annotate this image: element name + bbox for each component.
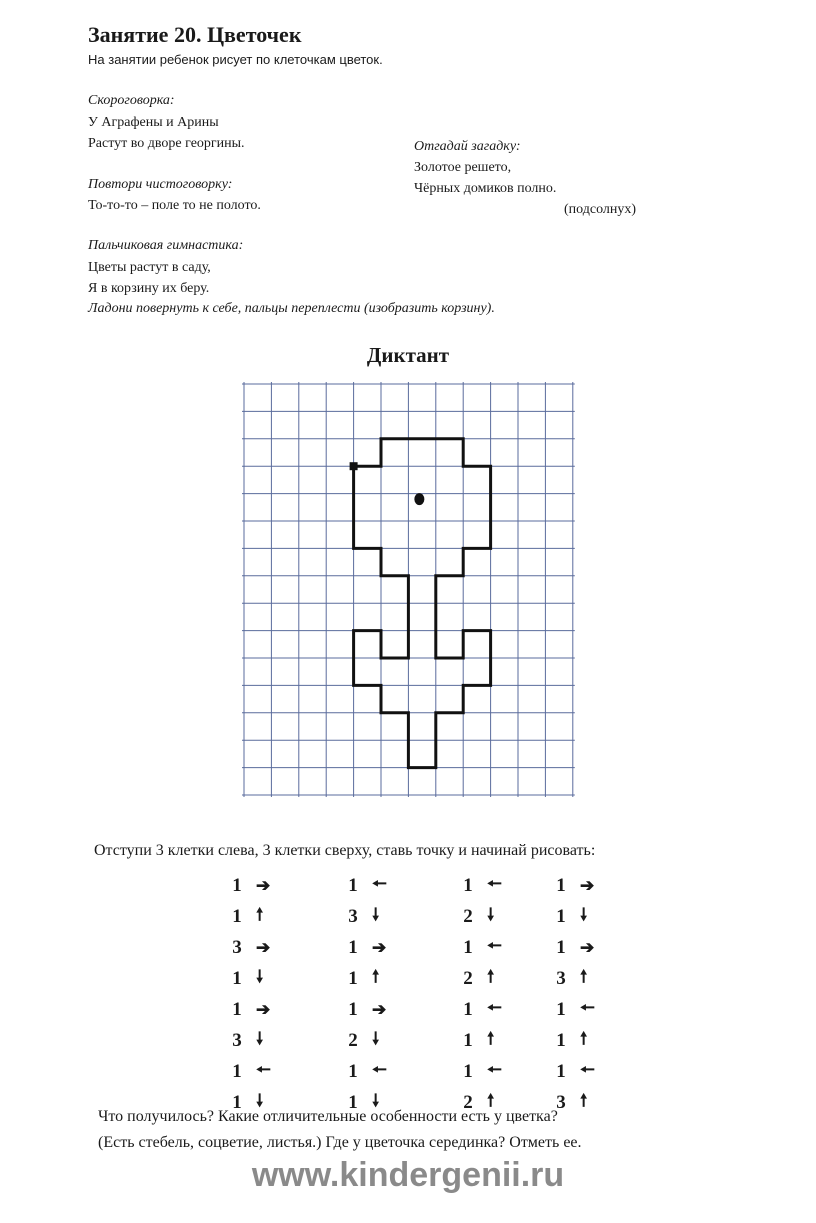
command-step [552, 994, 612, 1025]
step-count: 3 [556, 967, 566, 989]
step-count: 1 [556, 998, 566, 1020]
command-step [344, 870, 404, 901]
page-subtitle: На занятии ребенок рисует по клеточкам цветок. [88, 52, 383, 67]
tongue-twister-line-2: Растут во дворе георгины. [88, 136, 245, 151]
direction-arrow-icon: 🠕 [580, 967, 588, 986]
command-column-3 [459, 870, 519, 1118]
footer-site-url: www.kindergenii.ru [251, 1156, 565, 1194]
command-step [344, 932, 404, 963]
step-count: 2 [463, 905, 473, 927]
direction-arrow-icon: ➔ [372, 937, 387, 957]
command-step [459, 932, 519, 963]
direction-arrow-icon: ➔ [256, 937, 271, 957]
start-point [350, 462, 358, 470]
command-step [228, 963, 288, 994]
chant-label: Повтори чистоговорку: [88, 177, 233, 192]
step-count: 3 [232, 936, 242, 958]
command-step [344, 963, 404, 994]
direction-arrow-icon: 🠗 [580, 905, 588, 924]
tongue-twister-label: Скороговорка: [88, 93, 175, 108]
tongue-twister-line-1: У Аграфены и Арины [88, 115, 219, 130]
direction-arrow-icon: 🠔 [487, 936, 502, 955]
direction-arrow-icon: 🠔 [580, 998, 595, 1017]
step-count: 1 [556, 1060, 566, 1082]
direction-arrow-icon: 🠕 [580, 1091, 588, 1110]
step-count: 1 [232, 1060, 242, 1082]
direction-arrow-icon: 🠔 [256, 1060, 271, 1079]
direction-arrow-icon: 🠔 [487, 874, 502, 893]
step-count: 1 [348, 967, 358, 989]
finger-game-label: Пальчиковая гимнастика: [88, 238, 244, 253]
step-count: 1 [232, 1091, 242, 1113]
step-count: 1 [348, 936, 358, 958]
command-step [228, 1025, 288, 1056]
command-step [459, 1025, 519, 1056]
step-count: 3 [556, 1091, 566, 1113]
riddle-line-1: Золотое решето, [414, 160, 512, 175]
command-column-1 [228, 870, 288, 1118]
command-step [228, 994, 288, 1025]
command-step [459, 994, 519, 1025]
command-step [344, 901, 404, 932]
step-count: 1 [556, 905, 566, 927]
command-step [552, 1025, 612, 1056]
direction-arrow-icon: 🠕 [487, 967, 495, 986]
direction-arrow-icon: ➔ [256, 875, 271, 895]
step-count: 1 [348, 874, 358, 896]
command-step [228, 1056, 288, 1087]
riddle-label: Отгадай загадку: [414, 139, 521, 154]
direction-arrow-icon: 🠔 [372, 1060, 387, 1079]
step-count: 2 [463, 1091, 473, 1113]
direction-arrow-icon: 🠗 [256, 967, 264, 986]
command-step [459, 963, 519, 994]
direction-arrow-icon: 🠕 [256, 905, 264, 924]
direction-arrow-icon: 🠔 [580, 1060, 595, 1079]
dictation-title: Диктант [366, 343, 450, 367]
step-count: 1 [232, 998, 242, 1020]
direction-arrow-icon: 🠔 [487, 998, 502, 1017]
step-count: 1 [348, 1091, 358, 1113]
command-step [344, 994, 404, 1025]
step-count: 1 [348, 1060, 358, 1082]
finger-game-line-1: Цветы растут в саду, [88, 260, 211, 275]
direction-arrow-icon: 🠗 [372, 905, 380, 924]
step-count: 1 [463, 1060, 473, 1082]
command-step [459, 901, 519, 932]
command-step [552, 901, 612, 932]
command-step [344, 1056, 404, 1087]
finger-game-line-2: Я в корзину их беру. [88, 281, 210, 296]
step-count: 1 [463, 1029, 473, 1051]
direction-arrow-icon: 🠕 [487, 1091, 495, 1110]
step-count: 1 [556, 1029, 566, 1051]
command-step [459, 870, 519, 901]
direction-arrow-icon: 🠗 [487, 905, 495, 924]
step-count: 1 [556, 936, 566, 958]
command-step [552, 870, 612, 901]
step-count: 1 [232, 967, 242, 989]
step-count: 1 [463, 998, 473, 1020]
step-count: 1 [463, 936, 473, 958]
direction-arrow-icon: 🠕 [580, 1029, 588, 1048]
direction-arrow-icon: ➔ [256, 999, 271, 1019]
command-step [459, 1056, 519, 1087]
drawing-grid [242, 382, 594, 812]
riddle-answer: (подсолнух) [564, 202, 637, 217]
flower-center-dot [414, 493, 424, 505]
direction-arrow-icon: ➔ [580, 875, 595, 895]
step-count: 1 [348, 998, 358, 1020]
command-step [228, 932, 288, 963]
command-column-2 [344, 870, 404, 1118]
step-count: 1 [556, 874, 566, 896]
direction-arrow-icon: 🠔 [487, 1060, 502, 1079]
command-step [552, 1056, 612, 1087]
step-count: 1 [232, 874, 242, 896]
riddle-line-2: Чёрных домиков полно. [414, 181, 557, 196]
direction-arrow-icon: ➔ [580, 937, 595, 957]
chant-line: То-то-то – поле то не полото. [88, 198, 261, 213]
direction-arrow-icon: 🠗 [256, 1091, 264, 1110]
step-count: 2 [348, 1029, 358, 1051]
step-count: 1 [463, 874, 473, 896]
command-column-4 [552, 870, 612, 1118]
direction-arrow-icon: 🠗 [372, 1091, 380, 1110]
command-step [228, 870, 288, 901]
direction-arrow-icon: 🠔 [372, 874, 387, 893]
command-step [344, 1025, 404, 1056]
step-count: 2 [463, 967, 473, 989]
direction-arrow-icon: 🠗 [256, 1029, 264, 1048]
question-line-2: (Есть стебель, соцветие, листья.) Где у цветочка серединка? Отметь ее. [98, 1134, 582, 1151]
direction-arrow-icon: ➔ [372, 999, 387, 1019]
step-count: 3 [232, 1029, 242, 1051]
finger-game-note: Ладони повернуть к себе, пальцы переплести (изобразить корзину). [88, 301, 495, 316]
command-step [552, 963, 612, 994]
dictation-instruction: Отступи 3 клетки слева, 3 клетки сверху, ставь точку и начинай рисовать: [94, 842, 596, 859]
direction-arrow-icon: 🠕 [487, 1029, 495, 1048]
direction-arrow-icon: 🠕 [372, 967, 380, 986]
step-count: 3 [348, 905, 358, 927]
question-line-1: Что получилось? Какие отличительные особенности есть у цветка? [98, 1108, 558, 1125]
page-title: Занятие 20. Цветочек [88, 22, 302, 47]
command-step [552, 1087, 612, 1118]
command-step [228, 901, 288, 932]
step-count: 1 [232, 905, 242, 927]
direction-arrow-icon: 🠗 [372, 1029, 380, 1048]
command-step [552, 932, 612, 963]
